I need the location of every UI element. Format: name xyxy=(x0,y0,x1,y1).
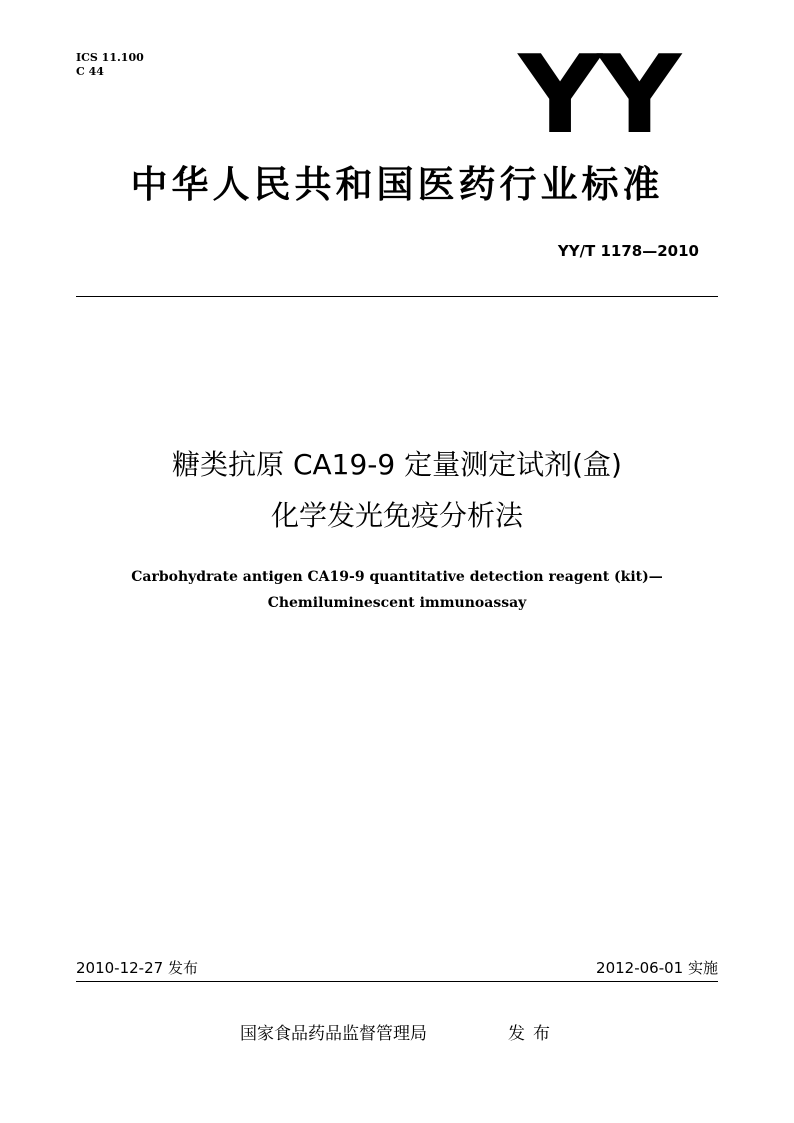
yy-logo: YY xyxy=(518,33,677,158)
cn-title-line-2: 化学发光免疫分析法 xyxy=(270,499,523,532)
en-title-line-1: Carbohydrate antigen CA19-9 quantitative detection reagent (kit)— xyxy=(131,569,663,585)
ics-code: ICS 11.100 xyxy=(76,51,144,64)
issue-label: 发布 xyxy=(508,1024,558,1044)
ccs-code: C 44 xyxy=(76,65,104,78)
issuing-authority: 国家食品药品监督管理局 xyxy=(240,1024,427,1044)
top-divider xyxy=(76,296,718,297)
cn-title-line-1: 糖类抗原 CA19-9 定量测定试剂(盒) xyxy=(172,448,622,481)
publish-date: 2010-12-27 发布 xyxy=(76,959,198,977)
bottom-divider xyxy=(76,981,718,982)
standard-title: 中华人民共和国医药行业标准 xyxy=(130,163,664,206)
standard-number: YY/T 1178—2010 xyxy=(557,242,699,260)
implement-date: 2012-06-01 实施 xyxy=(596,959,718,977)
en-title-line-2: Chemiluminescent immunoassay xyxy=(267,595,527,611)
